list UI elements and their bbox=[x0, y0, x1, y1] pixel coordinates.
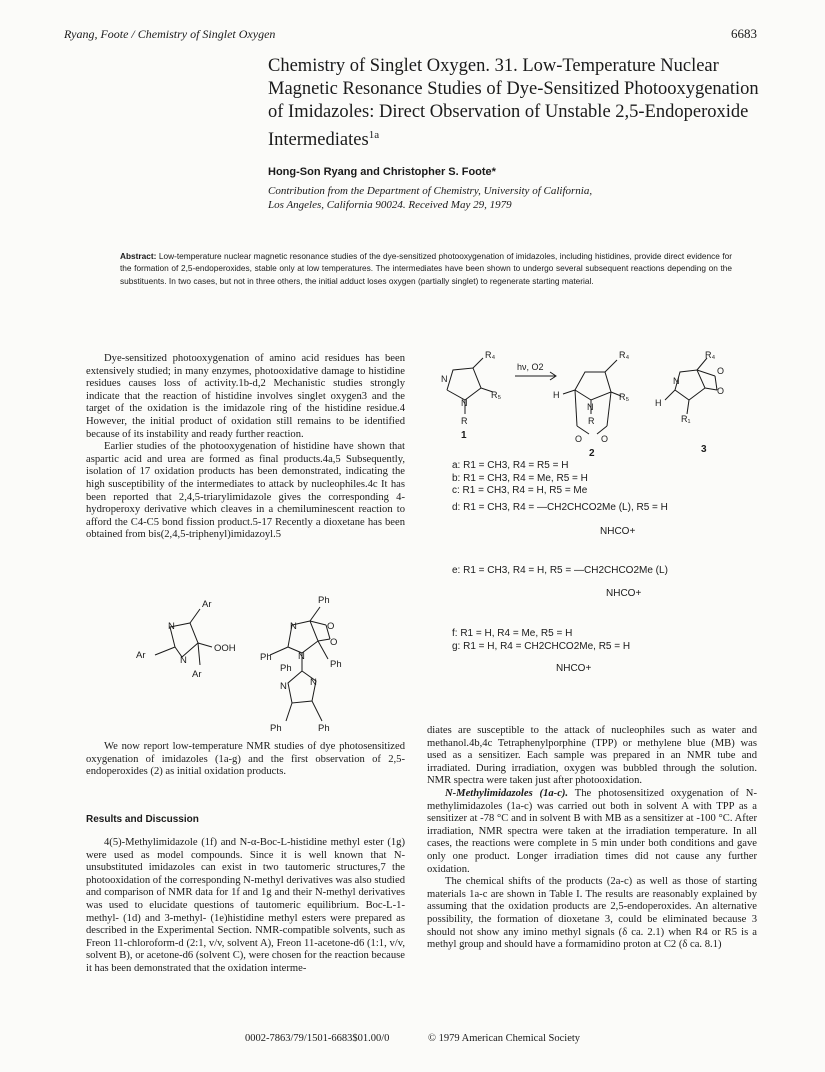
paragraph-r3: The chemical shifts of the products (2a-c) as well as those of starting materials 1a-c are shown in Table I. The results are reasonably explained by assuming that the oxidation products are 2,5-endoperoxides. An alternative possibility, the formation of dioxetane 3, could be eliminated because 3 should not show any imino methyl signals (δ ca. 2.1) when R4 or R5 is a methyl group and should have a formamidino proton at C2 (δ ca. 8.1) bbox=[427, 876, 757, 951]
article-title bbox=[268, 55, 768, 152]
compound-1-n: N bbox=[441, 374, 448, 384]
substituent-ar-bottom: Ar bbox=[192, 669, 202, 680]
paragraph-2: Earlier studies of the photooxygenation of histidine have shown that aspartic acid and urea are formed as final products.4a,5 Subsequently, isolation of 17 oxidation products has been demonstrated, indicating the high susceptibility of the intermediates to attack by nucleophiles.4c It has been reported that 2,4,5-triarylimidazole gives the corresponding 4-hydroperoxy derivative which cleaves in a chemiluminescent reaction to afford the C4-C5 bond fission product.5-17 Recently a dioxetane has been obtained from bis(2,4,5-triphenyl)imidazoyl.5 bbox=[86, 441, 405, 541]
compound-1-r1: R bbox=[461, 416, 468, 426]
compound-2-n: N bbox=[587, 402, 594, 412]
paragraph-3: We now report low-temperature NMR studies of dye photosensitized oxygenation of imidazoles (1a-g) and the first observation of 2,5-endoperoxides (2) as initial oxidation products. bbox=[86, 741, 405, 778]
ring-atom-n4: N bbox=[298, 651, 305, 662]
substituent-ph-5: Ph bbox=[270, 723, 282, 734]
ring-atom-n3: N bbox=[290, 621, 297, 632]
page-number: 6683 bbox=[731, 26, 757, 41]
right-column-body bbox=[427, 725, 757, 952]
affiliation-line-1: Contribution from the Department of Chemistry, University of California, bbox=[268, 185, 593, 197]
section-heading: Results and Discussion bbox=[86, 814, 199, 825]
legend-a: a: R1 = CH3, R4 = R5 = H bbox=[452, 460, 569, 471]
ring-atom-n: N bbox=[168, 621, 175, 632]
abstract-text: Low-temperature nuclear magnetic resonance studies of the dye-sensitized photooxygenation of imidazoles, including histidines, provide direct evidence for the formation of 2,5-endoperoxides, stable only at low temperatures. The intermediates have been shown to undergo several subsequent reactions depending on the substituents. In two cases, but not in three others, the initial adduct loses oxygen (partially singlet) to regenerate starting material. bbox=[120, 251, 733, 286]
abstract-label: Abstract: bbox=[120, 251, 157, 261]
compound-3-r1: R₁ bbox=[681, 414, 691, 424]
atom-o-1: O bbox=[327, 621, 335, 632]
ring-atom-n2: N bbox=[180, 655, 187, 666]
compound-2-r: R bbox=[588, 416, 595, 426]
legend-d-boc: NHCO+ bbox=[600, 526, 636, 538]
compound-3-r4: R₄ bbox=[705, 350, 716, 360]
reaction-scheme bbox=[425, 350, 765, 460]
paragraph-r2-head: N-Methylimidazoles (1a-c). bbox=[445, 787, 569, 799]
ring-atom-n6: N bbox=[310, 677, 317, 688]
substituent-ph-2: Ph bbox=[330, 659, 342, 670]
reagent-label: hν, O2 bbox=[517, 362, 544, 372]
footer-code: 0002-7863/79/1501-6683$01.00/0 bbox=[245, 1033, 390, 1044]
left-column-report bbox=[86, 741, 405, 779]
paragraph-1: Dye-sensitized photooxygenation of amino acid residues has been extensively studied; in many enzymes, photooxidative damage to histidine residues causes loss of activity.1b-d,2 Mechanistic studies strongly indicate that the reaction of histidine involves singlet oxygen3 and the target of the oxidation is the imidazole ring of the histidine residue.4 However, the initial product of oxidation still remains to be identified because of its instability and ready further reaction. bbox=[86, 353, 405, 440]
legend-g: g: R1 = H, R4 = CH2CHCO2Me, R5 = H bbox=[452, 640, 631, 652]
left-column-intro bbox=[86, 353, 405, 542]
article-title-text: Chemistry of Singlet Oxygen. 31. Low-Temperature Nuclear Magnetic Resonance Studies of Dye-Sensitized Photooxygenation of Imidazoles: Direct Observation of Unstable 2,5-Endoperoxide Intermediates bbox=[268, 56, 759, 151]
legend-e-boc: NHCO+ bbox=[606, 587, 642, 599]
atom-o-2: O bbox=[330, 637, 338, 648]
paragraph-r2-text: The photosensitized oxygenation of N-methylimidazoles (1a-c) was carried out both in solvent A with TPP as a sensitizer at -78 °C and in solvent B with MB as a sensitizer at -100 °C. After irradiation, NMR spectra were taken at the irradiation temperature. In all cases, the reactions were complete in 5 min under both conditions and gave only one product. Longer irradiation times did not cause any further oxidation. bbox=[427, 787, 757, 875]
compound-1-r5: R₅ bbox=[491, 390, 502, 400]
compound-label-1: 1 bbox=[461, 430, 467, 441]
paragraph-r2 bbox=[427, 788, 757, 876]
substituent-ar-left: Ar bbox=[136, 650, 146, 661]
left-column-results bbox=[86, 837, 405, 976]
compound-2-o1: O bbox=[575, 434, 583, 444]
substituent-ph-1: Ph bbox=[318, 595, 330, 606]
compound-2-r5: R₅ bbox=[619, 392, 630, 402]
left-structures-figure bbox=[130, 585, 370, 735]
compound-3-n: N bbox=[673, 376, 680, 386]
compound-2-r4: R₄ bbox=[619, 350, 630, 360]
legend-g-boc: NHCO+ bbox=[556, 663, 592, 675]
legend-b: b: R1 = CH3, R4 = Me, R5 = H bbox=[452, 472, 588, 484]
footer-copyright: © 1979 American Chemical Society bbox=[428, 1033, 581, 1044]
title-footnote: 1a bbox=[368, 129, 380, 141]
compound-3-h: H bbox=[655, 398, 662, 408]
authors: Hong-Son Ryang and Christopher S. Foote* bbox=[268, 166, 496, 178]
abstract bbox=[120, 250, 732, 287]
substituent-ph-6: Ph bbox=[318, 723, 330, 734]
ring-atom-n5: N bbox=[280, 681, 287, 692]
affiliation-line-2: Los Angeles, California 90024. Received May 29, 1979 bbox=[268, 199, 512, 211]
legend-d: d: R1 = CH3, R4 = —CH2CHCO2Me (L), R5 = H bbox=[452, 501, 668, 513]
compound-3-o2: O bbox=[717, 386, 725, 396]
compound-label-2: 2 bbox=[589, 448, 595, 459]
affiliation bbox=[268, 184, 748, 212]
compound-legend bbox=[452, 460, 668, 676]
compound-2-h: H bbox=[553, 390, 560, 400]
paragraph-4: 4(5)-Methylimidazole (1f) and N-α-Boc-L-histidine methyl ester (1g) were used as model compounds. Since it is well known that N-unsubstituted imidazoles can exist in two tautomeric structures,7 the photooxidation of the corresponding N-methyl derivatives was also studied and comparison of NMR data for 1f and 1g and their N-methyl derivatives was used to elucidate questions of tautomeric equilibrium. Boc-L-1-methyl- (1d) and 3-methyl- (1e)histidine methyl esters were prepared as described in the Experimental Section. NMR-compatible solvents, such as Freon 11-chloroform-d (2:1, v/v, solvent A), Freon 11-acetone-d6 (1:1, v/v, solvent B), or acetone-d6 (solvent C), were chosen for the reaction because it has been demonstrated that the oxidation interme- bbox=[86, 837, 405, 974]
substituent-ar-top: Ar bbox=[202, 599, 212, 610]
substituent-ooh: OOH bbox=[214, 643, 236, 654]
legend-c: c: R1 = CH3, R4 = H, R5 = Me bbox=[452, 485, 588, 497]
legend-f: f: R1 = H, R4 = Me, R5 = H bbox=[452, 628, 573, 640]
running-header: Ryang, Foote / Chemistry of Singlet Oxygen bbox=[64, 27, 276, 41]
legend-e: e: R1 = CH3, R4 = H, R5 = —CH2CHCO2Me (L) bbox=[452, 564, 668, 576]
paragraph-r1: diates are susceptible to the attack of nucleophiles such as water and methanol.4b,4c Tetraphenylporphine (TPP) or methylene blue (MB) was used as a sensitizer. Each sample was prepared in an NMR tube and irradiated. During irradiation, oxygen was bubbled through the solution. NMR spectra were taken just after photooxidation. bbox=[427, 725, 757, 787]
compound-label-3: 3 bbox=[701, 444, 707, 455]
compound-1-r4: R₄ bbox=[485, 350, 496, 360]
compound-2-o2: O bbox=[601, 434, 609, 444]
compound-1-n2: N bbox=[461, 398, 468, 408]
compound-3-o1: O bbox=[717, 366, 725, 376]
substituent-ph-3: Ph bbox=[260, 652, 272, 663]
substituent-ph-4: Ph bbox=[280, 663, 292, 674]
